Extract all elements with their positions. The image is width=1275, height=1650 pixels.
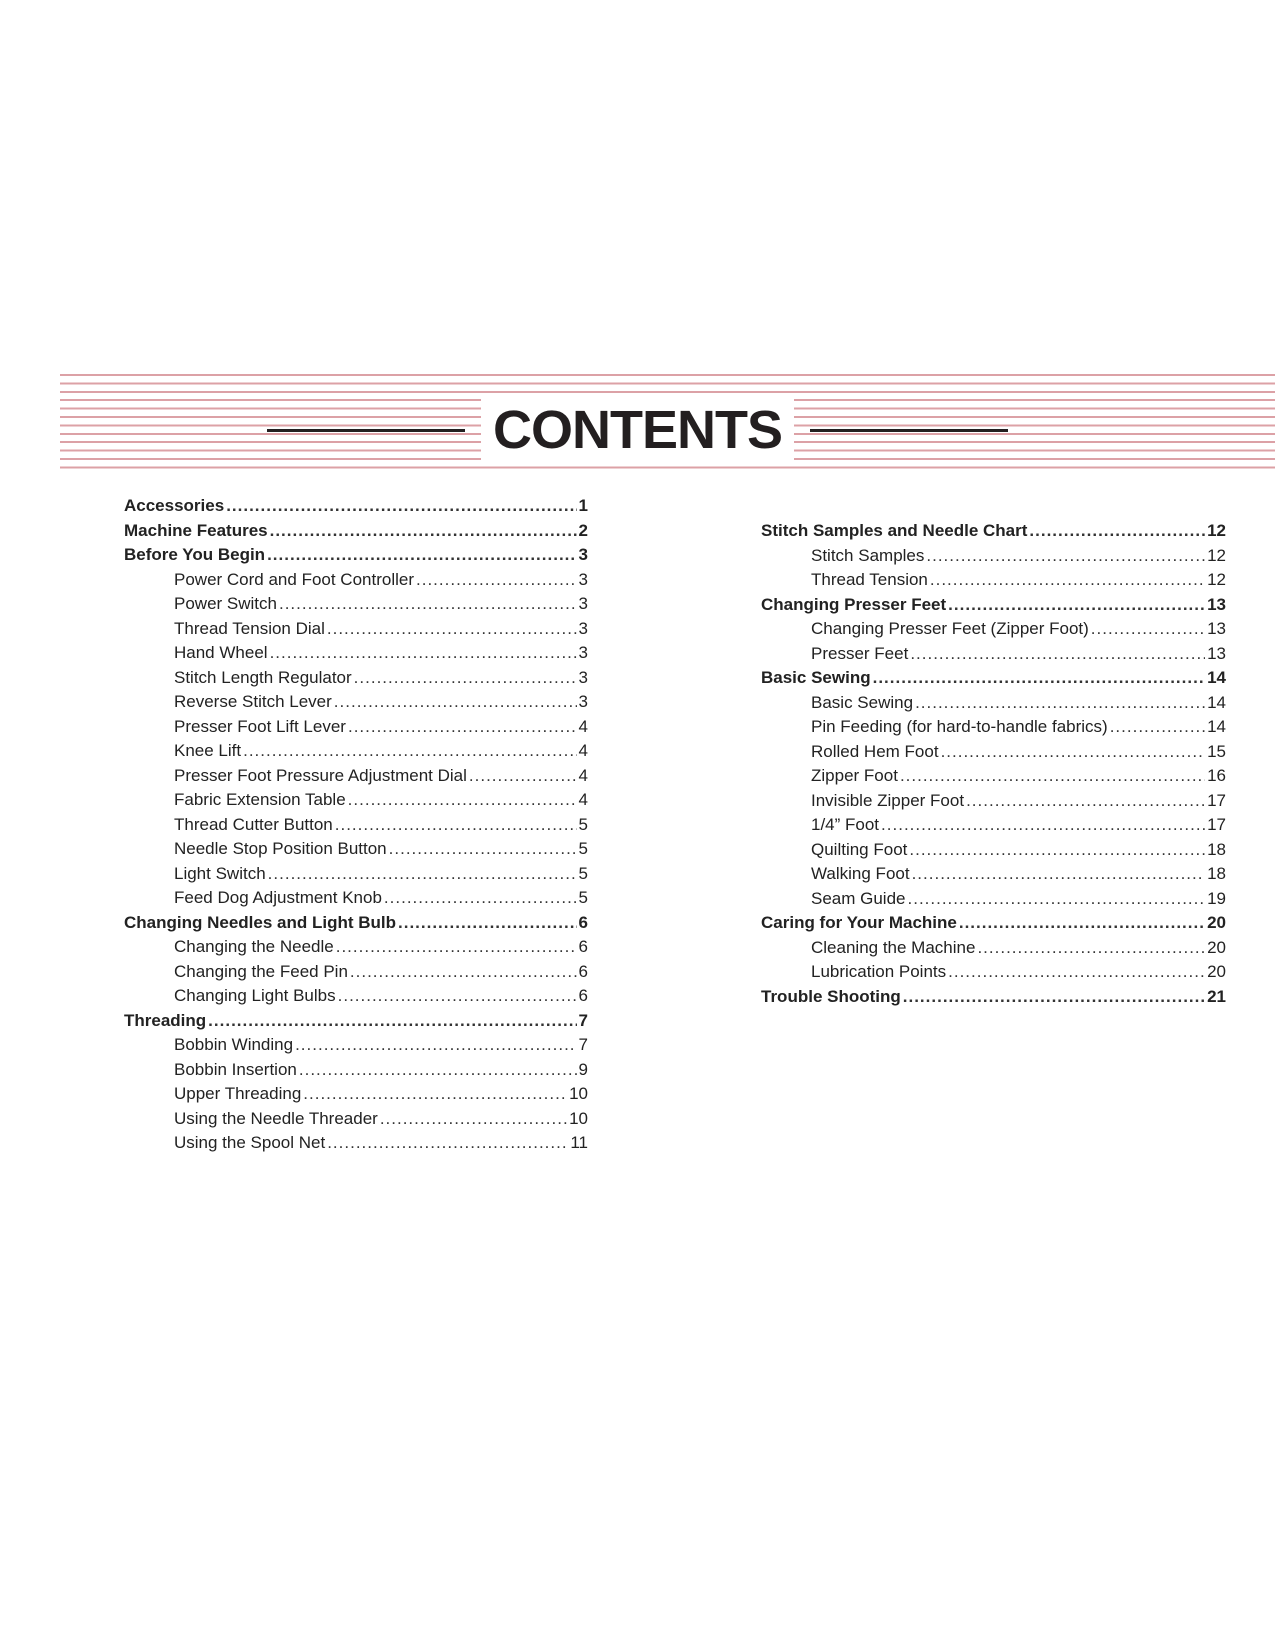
dot-leader bbox=[348, 790, 577, 810]
dot-leader bbox=[380, 1109, 567, 1129]
toc-entry-label: Rolled Hem Foot bbox=[811, 741, 939, 761]
toc-entry-label: Quilting Foot bbox=[811, 839, 908, 859]
toc-entry-label: Power Cord and Foot Controller bbox=[174, 569, 415, 589]
toc-section-entry[interactable] bbox=[124, 521, 588, 546]
dot-leader bbox=[338, 986, 577, 1006]
toc-entry-page-number: 9 bbox=[578, 1059, 588, 1079]
dot-leader bbox=[243, 741, 576, 761]
toc-subsection-entry[interactable] bbox=[124, 962, 588, 987]
toc-entry-label: 1/4” Foot bbox=[811, 815, 880, 834]
dot-leader bbox=[303, 1084, 567, 1104]
toc-entry-page-number: 3 bbox=[578, 594, 588, 613]
toc-entry-label: Threading bbox=[124, 1010, 207, 1030]
dot-leader bbox=[469, 766, 577, 786]
toc-subsection-entry[interactable] bbox=[124, 790, 588, 815]
dot-leader bbox=[270, 521, 577, 541]
toc-subsection-entry[interactable] bbox=[124, 986, 588, 1011]
title-rule-left bbox=[267, 429, 465, 432]
toc-entry-page-number: 10 bbox=[569, 1108, 588, 1128]
toc-entry-label: Changing Presser Feet bbox=[761, 594, 947, 614]
toc-entry-page-number: 6 bbox=[578, 961, 588, 981]
toc-entry-label: Thread Cutter Button bbox=[174, 814, 333, 834]
dot-leader bbox=[909, 840, 1205, 860]
toc-entry-page-number: 19 bbox=[1207, 888, 1226, 908]
toc-entry-page-number: 14 bbox=[1207, 717, 1226, 736]
toc-subsection-entry[interactable] bbox=[761, 889, 1226, 914]
toc-entry-label: Fabric Extension Table bbox=[174, 790, 346, 809]
toc-entry-label: Seam Guide bbox=[811, 888, 906, 908]
dot-leader bbox=[1110, 717, 1205, 737]
toc-entry-label: Upper Threading bbox=[174, 1084, 302, 1103]
toc-subsection-entry[interactable] bbox=[124, 594, 588, 619]
toc-subsection-entry[interactable] bbox=[124, 1133, 588, 1158]
toc-subsection-entry[interactable] bbox=[761, 742, 1226, 767]
toc-entry-page-number: 20 bbox=[1207, 962, 1226, 981]
toc-entry-label: Stitch Samples bbox=[811, 545, 925, 565]
toc-section-entry[interactable] bbox=[124, 496, 588, 521]
toc-entry-page-number: 5 bbox=[578, 814, 588, 834]
toc-entry-label: Presser Foot Lift Lever bbox=[174, 716, 346, 736]
toc-subsection-entry[interactable] bbox=[761, 962, 1226, 987]
dot-leader bbox=[354, 668, 577, 688]
toc-entry-page-number: 5 bbox=[578, 863, 588, 883]
toc-subsection-entry[interactable] bbox=[124, 717, 588, 742]
toc-entry-label: Bobbin Winding bbox=[174, 1035, 294, 1054]
toc-section-entry[interactable] bbox=[124, 913, 588, 938]
toc-section-entry[interactable] bbox=[761, 668, 1226, 693]
toc-subsection-entry[interactable] bbox=[761, 619, 1226, 644]
toc-entry-label: Cleaning the Machine bbox=[811, 937, 976, 957]
toc-entry-page-number: 4 bbox=[578, 741, 588, 760]
toc-entry-page-number: 6 bbox=[578, 986, 588, 1005]
toc-entry-label: Machine Features bbox=[124, 520, 268, 540]
toc-subsection-entry[interactable] bbox=[124, 1060, 588, 1085]
page-heading bbox=[0, 398, 1275, 462]
toc-entry-page-number: 2 bbox=[578, 520, 588, 540]
toc-entry-label: Changing Presser Feet (Zipper Foot) bbox=[811, 619, 1089, 638]
dot-leader bbox=[398, 913, 577, 933]
toc-entry-page-number: 14 bbox=[1207, 668, 1226, 687]
toc-entry-page-number: 16 bbox=[1207, 766, 1226, 785]
toc-entry-page-number: 3 bbox=[578, 643, 588, 662]
dot-leader bbox=[295, 1035, 576, 1055]
dot-leader bbox=[336, 937, 577, 957]
toc-entry-page-number: 12 bbox=[1207, 570, 1226, 589]
dot-leader bbox=[268, 864, 577, 884]
dot-leader bbox=[912, 864, 1206, 884]
toc-subsection-entry[interactable] bbox=[124, 570, 588, 595]
dot-leader bbox=[327, 1133, 568, 1153]
toc-entry-page-number: 4 bbox=[578, 716, 588, 736]
toc-entry-page-number: 17 bbox=[1207, 790, 1226, 810]
toc-subsection-entry[interactable] bbox=[124, 815, 588, 840]
dot-leader bbox=[948, 962, 1205, 982]
toc-subsection-entry[interactable] bbox=[124, 1109, 588, 1134]
dot-leader bbox=[299, 1060, 577, 1080]
toc-entry-label: Before You Begin bbox=[124, 545, 266, 564]
toc-subsection-entry[interactable] bbox=[124, 937, 588, 962]
toc-section-entry[interactable] bbox=[761, 521, 1226, 546]
toc-entry-page-number: 13 bbox=[1207, 619, 1226, 638]
dot-leader bbox=[267, 545, 576, 565]
dot-leader bbox=[977, 938, 1205, 958]
toc-entry-page-number: 7 bbox=[578, 1035, 588, 1054]
toc-entry-page-number: 17 bbox=[1207, 815, 1226, 834]
toc-section-entry[interactable] bbox=[761, 913, 1226, 938]
toc-entry-label: Stitch Samples and Needle Chart bbox=[761, 521, 1028, 540]
toc-column-right bbox=[761, 521, 1226, 1011]
toc-subsection-entry[interactable] bbox=[761, 644, 1226, 669]
toc-entry-page-number: 18 bbox=[1207, 839, 1226, 859]
title-rule-right bbox=[810, 429, 1008, 432]
dot-leader bbox=[416, 570, 577, 590]
toc-section-entry[interactable] bbox=[761, 595, 1226, 620]
toc-subsection-entry[interactable] bbox=[124, 888, 588, 913]
toc-entry-label: Knee Lift bbox=[174, 741, 242, 760]
dot-leader bbox=[966, 791, 1205, 811]
toc-entry-label: Feed Dog Adjustment Knob bbox=[174, 888, 382, 907]
toc-subsection-entry[interactable] bbox=[124, 668, 588, 693]
toc-entry-label: Changing Light Bulbs bbox=[174, 986, 336, 1005]
toc-entry-page-number: 10 bbox=[569, 1084, 588, 1103]
toc-entry-label: Bobbin Insertion bbox=[174, 1059, 297, 1079]
dot-leader bbox=[930, 570, 1205, 590]
dot-leader bbox=[208, 1011, 576, 1031]
toc-entry-page-number: 15 bbox=[1207, 741, 1226, 761]
dot-leader bbox=[334, 692, 577, 712]
toc-entry-label: Caring for Your Machine bbox=[761, 913, 957, 932]
toc-subsection-entry[interactable] bbox=[761, 766, 1226, 791]
toc-entry-page-number: 11 bbox=[570, 1133, 588, 1152]
toc-subsection-entry[interactable] bbox=[124, 692, 588, 717]
toc-entry-page-number: 6 bbox=[578, 937, 588, 956]
toc-entry-label: Thread Tension bbox=[811, 570, 928, 589]
dot-leader bbox=[226, 496, 576, 516]
toc-entry-page-number: 21 bbox=[1207, 986, 1226, 1006]
toc-entry-page-number: 3 bbox=[578, 692, 588, 711]
toc-entry-label: Lubrication Points bbox=[811, 962, 947, 981]
dot-leader bbox=[279, 594, 577, 614]
toc-entry-page-number: 1 bbox=[578, 496, 588, 515]
toc-entry-page-number: 4 bbox=[578, 765, 588, 785]
toc-entry-label: Basic Sewing bbox=[811, 692, 914, 712]
dot-leader bbox=[270, 643, 577, 663]
toc-entry-label: Pin Feeding (for hard-to-handle fabrics) bbox=[811, 717, 1108, 736]
toc-entry-page-number: 13 bbox=[1207, 643, 1226, 663]
toc-entry-label: Changing Needles and Light Bulb bbox=[124, 912, 396, 932]
toc-entry-label: Changing the Feed Pin bbox=[174, 961, 348, 981]
toc-subsection-entry[interactable] bbox=[124, 619, 588, 644]
toc-entry-label: Invisible Zipper Foot bbox=[811, 790, 965, 810]
toc-entry-label: Accessories bbox=[124, 496, 225, 515]
toc-entry-label: Zipper Foot bbox=[811, 766, 898, 785]
dot-leader bbox=[900, 766, 1205, 786]
dot-leader bbox=[915, 693, 1205, 713]
toc-column-left bbox=[124, 496, 588, 1158]
toc-subsection-entry[interactable] bbox=[761, 840, 1226, 865]
dot-leader bbox=[903, 987, 1205, 1007]
dot-leader bbox=[1091, 619, 1205, 639]
toc-entry-label: Light Switch bbox=[174, 863, 266, 883]
dot-leader bbox=[908, 889, 1206, 909]
toc-entry-page-number: 7 bbox=[578, 1010, 588, 1030]
toc-subsection-entry[interactable] bbox=[124, 1035, 588, 1060]
toc-entry-page-number: 20 bbox=[1207, 937, 1226, 957]
page-title: CONTENTS bbox=[481, 398, 794, 462]
dot-leader bbox=[389, 839, 577, 859]
dot-leader bbox=[926, 546, 1205, 566]
toc-entry-label: Changing the Needle bbox=[174, 937, 334, 956]
toc-entry-label: Thread Tension Dial bbox=[174, 618, 325, 638]
toc-entry-page-number: 20 bbox=[1207, 913, 1226, 932]
toc-entry-label: Presser Feet bbox=[811, 643, 909, 663]
dot-leader bbox=[910, 644, 1205, 664]
toc-subsection-entry[interactable] bbox=[761, 938, 1226, 963]
dot-leader bbox=[881, 815, 1205, 835]
toc-entry-label: Reverse Stitch Lever bbox=[174, 692, 332, 711]
toc-entry-label: Using the Spool Net bbox=[174, 1133, 326, 1152]
toc-entry-label: Power Switch bbox=[174, 594, 277, 613]
dot-leader bbox=[959, 913, 1205, 933]
toc-entry-label: Basic Sewing bbox=[761, 668, 871, 687]
toc-entry-label: Using the Needle Threader bbox=[174, 1108, 378, 1128]
dot-leader bbox=[1029, 521, 1205, 541]
toc-entry-page-number: 6 bbox=[578, 912, 588, 932]
toc-section-entry[interactable] bbox=[761, 987, 1226, 1012]
toc-subsection-entry[interactable] bbox=[124, 839, 588, 864]
toc-entry-label: Trouble Shooting bbox=[761, 986, 901, 1006]
toc-subsection-entry[interactable] bbox=[761, 693, 1226, 718]
toc-entry-page-number: 3 bbox=[578, 569, 588, 589]
dot-leader bbox=[348, 717, 577, 737]
toc-entry-label: Stitch Length Regulator bbox=[174, 667, 352, 687]
toc-subsection-entry[interactable] bbox=[761, 864, 1226, 889]
toc-entry-page-number: 5 bbox=[578, 839, 588, 858]
toc-entry-label: Hand Wheel bbox=[174, 643, 268, 662]
toc-section-entry[interactable] bbox=[124, 545, 588, 570]
dot-leader bbox=[941, 742, 1206, 762]
toc-subsection-entry[interactable] bbox=[761, 815, 1226, 840]
toc-entry-label: Walking Foot bbox=[811, 864, 910, 883]
dot-leader bbox=[335, 815, 577, 835]
toc-entry-page-number: 5 bbox=[578, 888, 588, 907]
toc-entry-page-number: 3 bbox=[578, 618, 588, 638]
toc-subsection-entry[interactable] bbox=[761, 791, 1226, 816]
toc-entry-page-number: 3 bbox=[578, 667, 588, 687]
toc-subsection-entry[interactable] bbox=[124, 766, 588, 791]
toc-entry-page-number: 12 bbox=[1207, 545, 1226, 565]
dot-leader bbox=[350, 962, 577, 982]
toc-subsection-entry[interactable] bbox=[761, 717, 1226, 742]
dot-leader bbox=[327, 619, 577, 639]
toc-subsection-entry[interactable] bbox=[124, 1084, 588, 1109]
toc-entry-label: Needle Stop Position Button bbox=[174, 839, 387, 858]
toc-entry-page-number: 18 bbox=[1207, 864, 1226, 883]
toc-entry-label: Presser Foot Pressure Adjustment Dial bbox=[174, 765, 467, 785]
toc-entry-page-number: 4 bbox=[578, 790, 588, 809]
toc-subsection-entry[interactable] bbox=[761, 546, 1226, 571]
toc-section-entry[interactable] bbox=[124, 1011, 588, 1036]
toc-entry-page-number: 14 bbox=[1207, 692, 1226, 712]
dot-leader bbox=[873, 668, 1205, 688]
toc-entry-page-number: 3 bbox=[578, 545, 588, 564]
dot-leader bbox=[948, 595, 1205, 615]
toc-entry-page-number: 12 bbox=[1207, 521, 1226, 540]
dot-leader bbox=[384, 888, 577, 908]
toc-subsection-entry[interactable] bbox=[124, 643, 588, 668]
toc-subsection-entry[interactable] bbox=[124, 741, 588, 766]
toc-subsection-entry[interactable] bbox=[761, 570, 1226, 595]
toc-subsection-entry[interactable] bbox=[124, 864, 588, 889]
toc-entry-page-number: 13 bbox=[1207, 594, 1226, 614]
